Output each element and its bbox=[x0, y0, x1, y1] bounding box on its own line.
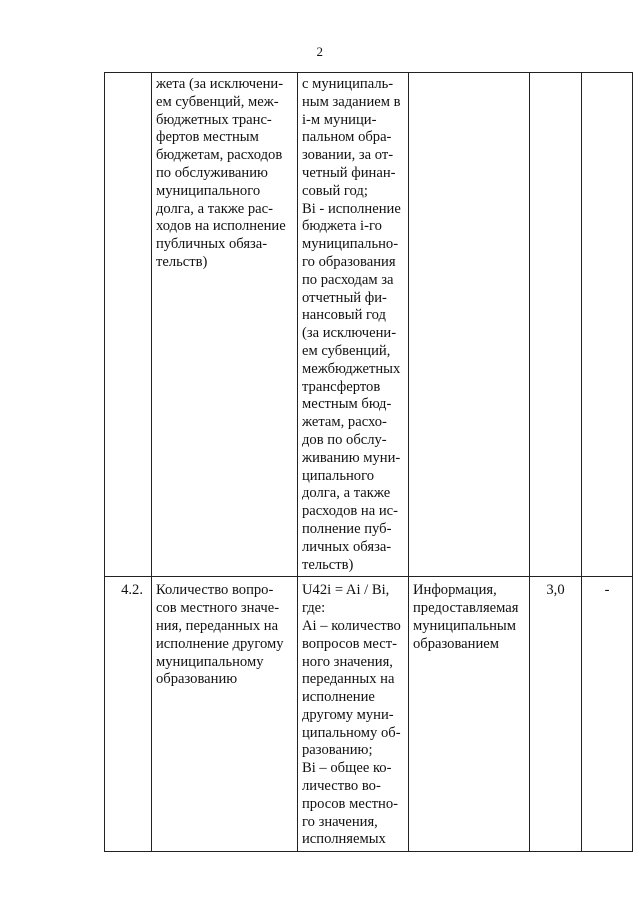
cell-text-line: полнение пуб- bbox=[302, 520, 392, 537]
cell-text-line: ным заданием в bbox=[302, 93, 401, 110]
cell-text-line: ципальному об- bbox=[302, 724, 401, 741]
cell-text-line: с муниципаль- bbox=[302, 76, 394, 92]
cell-text-line: ем субвенций, bbox=[302, 342, 391, 359]
cell-text-line: муниципально- bbox=[302, 236, 399, 253]
cell-text-line: долга, а также bbox=[302, 485, 391, 502]
cell-text-line: муниципального bbox=[156, 182, 261, 199]
cell-text-line: исполнение bbox=[302, 689, 375, 706]
cell-text-line: ния, переданных на bbox=[156, 617, 279, 634]
extra-cell bbox=[582, 73, 633, 577]
cell-text-line: живанию муни- bbox=[302, 449, 401, 466]
extra-cell: - bbox=[582, 577, 633, 852]
cell-text-line: другому муни- bbox=[302, 706, 394, 723]
cell-text-line: го значения, bbox=[302, 813, 378, 830]
cell-text-line: тельств) bbox=[156, 253, 208, 270]
cell-text-line: местным бюд- bbox=[302, 396, 392, 413]
cell-text-line: совый год; bbox=[302, 182, 368, 199]
table-row bbox=[105, 577, 633, 852]
data-source-cell bbox=[409, 577, 530, 852]
cell-text-line: жетам, расхо- bbox=[302, 414, 387, 431]
cell-text-line: вопросов мест- bbox=[302, 635, 397, 652]
row-number-cell: 4.2. bbox=[105, 577, 152, 852]
cell-text-line: (за исключени- bbox=[302, 325, 397, 342]
indicators-table bbox=[104, 72, 633, 852]
cell-text-line: ем субвенций, меж- bbox=[156, 93, 279, 110]
cell-text-line: ходов на исполнение bbox=[156, 218, 286, 235]
cell-text-line: i-м муници- bbox=[302, 111, 377, 128]
cell-text-line: по обслуживанию bbox=[156, 164, 268, 181]
formula-cell bbox=[298, 73, 409, 577]
data-source-cell bbox=[409, 73, 530, 577]
cell-text-line: четный финан- bbox=[302, 164, 396, 181]
cell-text-line: публичных обяза- bbox=[156, 236, 268, 253]
cell-text-line: бюджетам, расходов bbox=[156, 147, 283, 164]
cell-text-line: зовании, за от- bbox=[302, 147, 394, 164]
cell-text-line: межбюджетных bbox=[302, 360, 401, 377]
cell-text-line: сов местного значе- bbox=[156, 600, 280, 617]
cell-text-line: муниципальным bbox=[413, 617, 516, 634]
table-row bbox=[105, 73, 633, 577]
cell-text-line: долга, а также рас- bbox=[156, 200, 273, 217]
cell-text-line: жета (за исключени- bbox=[156, 76, 284, 92]
cell-text-line: дов по обслу- bbox=[302, 431, 387, 448]
cell-text-line: образованием bbox=[413, 635, 499, 652]
cell-text-line: фертов местным bbox=[156, 129, 259, 146]
cell-text-line: U42i = Ai / Bi, bbox=[302, 582, 390, 599]
cell-text-line: ципального bbox=[302, 467, 374, 484]
cell-text-line: муниципальному bbox=[156, 653, 264, 670]
value-cell bbox=[530, 73, 582, 577]
cell-text-line: образованию bbox=[156, 671, 238, 688]
cell-text-line: Информация, bbox=[413, 582, 497, 599]
cell-text-line: просов местно- bbox=[302, 795, 398, 812]
cell-text-line: переданных на bbox=[302, 671, 395, 688]
value-cell: 3,0 bbox=[530, 577, 582, 852]
cell-text-line: по расходам за bbox=[302, 271, 394, 288]
cell-text-line: Ai – количество bbox=[302, 617, 401, 634]
cell-text-line: где: bbox=[302, 600, 326, 617]
cell-text-line: исполнение другому bbox=[156, 635, 284, 652]
row-number-cell bbox=[105, 73, 152, 577]
cell-text-line: Bi - исполнение bbox=[302, 200, 401, 217]
cell-text-line: личных обяза- bbox=[302, 538, 392, 555]
cell-text-line: расходов на ис- bbox=[302, 503, 399, 520]
cell-text-line: разованию; bbox=[302, 742, 373, 759]
cell-text-line: бюджетных транс- bbox=[156, 111, 272, 128]
cell-text-line: бюджета i-го bbox=[302, 218, 382, 235]
cell-text-line: предоставляемая bbox=[413, 600, 519, 617]
cell-text-line: Bi – общее ко- bbox=[302, 760, 392, 777]
cell-text-line: нансовый год bbox=[302, 307, 386, 324]
cell-text-line: ного значения, bbox=[302, 653, 393, 670]
cell-text-line: трансфертов bbox=[302, 378, 381, 395]
indicator-name-cell bbox=[152, 577, 298, 852]
indicator-name-cell bbox=[152, 73, 298, 577]
cell-text-line: тельств) bbox=[302, 556, 354, 573]
formula-cell bbox=[298, 577, 409, 852]
cell-text-line: го образования bbox=[302, 253, 396, 270]
cell-text-line: отчетный фи- bbox=[302, 289, 387, 306]
cell-text-line: личество во- bbox=[302, 778, 381, 795]
cell-text-line: Количество вопро- bbox=[156, 582, 274, 599]
cell-text-line: пальном обра- bbox=[302, 129, 392, 146]
page-number: 2 bbox=[316, 44, 324, 59]
cell-text-line: исполняемых bbox=[302, 831, 386, 848]
